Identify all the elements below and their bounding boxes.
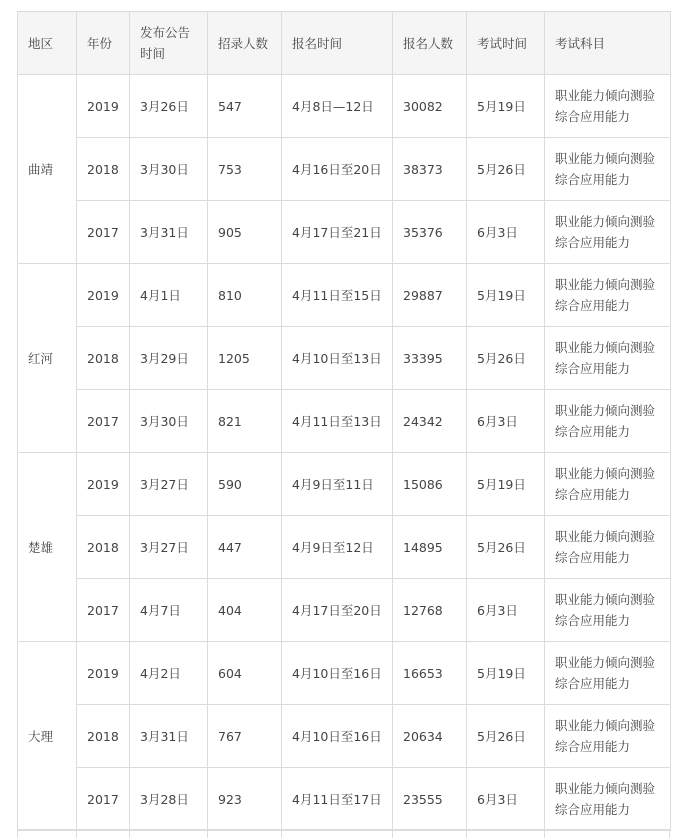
cell-registration-time: 4月8日—12日 bbox=[282, 75, 393, 138]
cell-announce-date: 4月1日 bbox=[130, 264, 208, 327]
cell-exam-date: 6月3日 bbox=[467, 579, 545, 642]
cell-registration-time: 4月10日至16日 bbox=[282, 642, 393, 705]
cell-announce-date: 3月29日 bbox=[130, 327, 208, 390]
table-row bbox=[18, 642, 671, 705]
cell-registration-time: 4月11日至13日 bbox=[282, 390, 393, 453]
subject-line: 综合应用能力 bbox=[555, 613, 631, 628]
cell-exam-subjects bbox=[545, 201, 671, 264]
cell-recruit-count: 905 bbox=[208, 201, 282, 264]
header-region: 地区 bbox=[18, 12, 77, 75]
cell-applicant-count: 38373 bbox=[393, 138, 467, 201]
cell-exam-subjects bbox=[545, 516, 671, 579]
cell-recruit-count: 923 bbox=[208, 768, 282, 831]
cell-exam-date: 5月19日 bbox=[467, 642, 545, 705]
table-row bbox=[18, 327, 671, 390]
cell-exam-date: 5月26日 bbox=[467, 516, 545, 579]
cell-year: 2017 bbox=[77, 390, 130, 453]
cell-announce-date: 3月27日 bbox=[130, 453, 208, 516]
header-applicant-count: 报名人数 bbox=[393, 12, 467, 75]
cell-registration-time: 4月17日至21日 bbox=[282, 201, 393, 264]
table-row bbox=[18, 201, 671, 264]
subject-line: 职业能力倾向测验 bbox=[555, 214, 656, 229]
subject-line: 职业能力倾向测验 bbox=[555, 466, 656, 481]
cell-applicant-count: 12768 bbox=[393, 579, 467, 642]
cell-recruit-count: 810 bbox=[208, 264, 282, 327]
subject-line: 职业能力倾向测验 bbox=[555, 592, 656, 607]
table-body bbox=[18, 12, 671, 831]
subject-line: 综合应用能力 bbox=[555, 424, 631, 439]
cell-year: 2019 bbox=[77, 453, 130, 516]
cell-recruit-count: 1205 bbox=[208, 327, 282, 390]
cell-applicant-count: 33395 bbox=[393, 327, 467, 390]
cell-year: 2018 bbox=[77, 138, 130, 201]
cell-applicant-count: 23555 bbox=[393, 768, 467, 831]
subject-line: 职业能力倾向测验 bbox=[555, 403, 656, 418]
cell-exam-subjects bbox=[545, 768, 671, 831]
table-row bbox=[18, 264, 671, 327]
cell-applicant-count: 30082 bbox=[393, 75, 467, 138]
cell-applicant-count: 15086 bbox=[393, 453, 467, 516]
cell-recruit-count: 590 bbox=[208, 453, 282, 516]
subject-line: 综合应用能力 bbox=[555, 109, 631, 124]
cell-announce-date: 3月31日 bbox=[130, 201, 208, 264]
cell-exam-date: 5月19日 bbox=[467, 453, 545, 516]
cell-announce-date: 3月28日 bbox=[130, 768, 208, 831]
cell-exam-date: 5月19日 bbox=[467, 264, 545, 327]
cell-year: 2017 bbox=[77, 768, 130, 831]
cell-registration-time: 4月11日至17日 bbox=[282, 768, 393, 831]
cell-exam-subjects bbox=[545, 705, 671, 768]
cell-year: 2019 bbox=[77, 75, 130, 138]
subject-line: 职业能力倾向测验 bbox=[555, 88, 656, 103]
cell-exam-date: 5月26日 bbox=[467, 705, 545, 768]
cell-announce-date: 4月2日 bbox=[130, 642, 208, 705]
cell-applicant-count: 20634 bbox=[393, 705, 467, 768]
cell-registration-time: 4月10日至16日 bbox=[282, 705, 393, 768]
cell-recruit-count: 753 bbox=[208, 138, 282, 201]
subject-line: 综合应用能力 bbox=[555, 676, 631, 691]
table-row bbox=[18, 705, 671, 768]
subject-line: 综合应用能力 bbox=[555, 550, 631, 565]
cell-recruit-count: 821 bbox=[208, 390, 282, 453]
subject-line: 综合应用能力 bbox=[555, 298, 631, 313]
subject-line: 综合应用能力 bbox=[555, 235, 631, 250]
cell-recruit-count: 404 bbox=[208, 579, 282, 642]
cell-applicant-count: 14895 bbox=[393, 516, 467, 579]
cell-registration-time: 4月11日至15日 bbox=[282, 264, 393, 327]
cell-applicant-count: 24342 bbox=[393, 390, 467, 453]
subject-line: 职业能力倾向测验 bbox=[555, 718, 656, 733]
cell-year: 2019 bbox=[77, 264, 130, 327]
table-row bbox=[18, 138, 671, 201]
cell-exam-subjects bbox=[545, 390, 671, 453]
cell-announce-date: 3月30日 bbox=[130, 138, 208, 201]
cell-announce-date: 4月7日 bbox=[130, 579, 208, 642]
cell-exam-date: 6月3日 bbox=[467, 390, 545, 453]
subject-line: 职业能力倾向测验 bbox=[555, 277, 656, 292]
cell-region: 楚雄 bbox=[18, 453, 77, 642]
cell-registration-time: 4月9日至12日 bbox=[282, 516, 393, 579]
next-row-edge bbox=[17, 829, 670, 837]
cell-year: 2018 bbox=[77, 705, 130, 768]
subject-line: 职业能力倾向测验 bbox=[555, 781, 656, 796]
cell-exam-subjects bbox=[545, 264, 671, 327]
cell-year: 2017 bbox=[77, 201, 130, 264]
header-announce-date: 发布公告时间 bbox=[130, 12, 208, 75]
cell-applicant-count: 29887 bbox=[393, 264, 467, 327]
cell-registration-time: 4月10日至13日 bbox=[282, 327, 393, 390]
cell-exam-subjects bbox=[545, 138, 671, 201]
cell-recruit-count: 547 bbox=[208, 75, 282, 138]
subject-line: 综合应用能力 bbox=[555, 802, 631, 817]
cell-applicant-count: 35376 bbox=[393, 201, 467, 264]
header-recruit-count: 招录人数 bbox=[208, 12, 282, 75]
cell-year: 2019 bbox=[77, 642, 130, 705]
cell-exam-date: 6月3日 bbox=[467, 201, 545, 264]
header-exam-date: 考试时间 bbox=[467, 12, 545, 75]
cell-announce-date: 3月27日 bbox=[130, 516, 208, 579]
subject-line: 职业能力倾向测验 bbox=[555, 151, 656, 166]
subject-line: 综合应用能力 bbox=[555, 361, 631, 376]
recruitment-table bbox=[17, 11, 671, 831]
cell-region: 曲靖 bbox=[18, 75, 77, 264]
cell-recruit-count: 604 bbox=[208, 642, 282, 705]
header-registration-time: 报名时间 bbox=[282, 12, 393, 75]
cell-region: 红河 bbox=[18, 264, 77, 453]
cell-region: 大理 bbox=[18, 642, 77, 831]
table-row bbox=[18, 516, 671, 579]
cell-announce-date: 3月26日 bbox=[130, 75, 208, 138]
subject-line: 综合应用能力 bbox=[555, 172, 631, 187]
cell-registration-time: 4月17日至20日 bbox=[282, 579, 393, 642]
cell-exam-subjects bbox=[545, 642, 671, 705]
cell-applicant-count: 16653 bbox=[393, 642, 467, 705]
header-year: 年份 bbox=[77, 12, 130, 75]
table-row bbox=[18, 768, 671, 831]
cell-registration-time: 4月16日至20日 bbox=[282, 138, 393, 201]
cell-exam-subjects bbox=[545, 327, 671, 390]
cell-announce-date: 3月31日 bbox=[130, 705, 208, 768]
cell-exam-subjects bbox=[545, 453, 671, 516]
cell-exam-subjects bbox=[545, 579, 671, 642]
cell-exam-date: 5月19日 bbox=[467, 75, 545, 138]
cell-exam-subjects bbox=[545, 75, 671, 138]
subject-line: 综合应用能力 bbox=[555, 739, 631, 754]
cell-year: 2018 bbox=[77, 516, 130, 579]
cell-exam-date: 5月26日 bbox=[467, 138, 545, 201]
cell-recruit-count: 447 bbox=[208, 516, 282, 579]
table-row bbox=[18, 453, 671, 516]
cell-exam-date: 6月3日 bbox=[467, 768, 545, 831]
cell-year: 2017 bbox=[77, 579, 130, 642]
subject-line: 职业能力倾向测验 bbox=[555, 340, 656, 355]
table-row bbox=[18, 579, 671, 642]
table-row bbox=[18, 390, 671, 453]
cell-announce-date: 3月30日 bbox=[130, 390, 208, 453]
table-row bbox=[18, 75, 671, 138]
subject-line: 职业能力倾向测验 bbox=[555, 529, 656, 544]
subject-line: 职业能力倾向测验 bbox=[555, 655, 656, 670]
header-row bbox=[18, 12, 671, 75]
subject-line: 综合应用能力 bbox=[555, 487, 631, 502]
cell-registration-time: 4月9日至11日 bbox=[282, 453, 393, 516]
cell-exam-date: 5月26日 bbox=[467, 327, 545, 390]
header-exam-subjects: 考试科目 bbox=[545, 12, 671, 75]
cell-year: 2018 bbox=[77, 327, 130, 390]
cell-recruit-count: 767 bbox=[208, 705, 282, 768]
